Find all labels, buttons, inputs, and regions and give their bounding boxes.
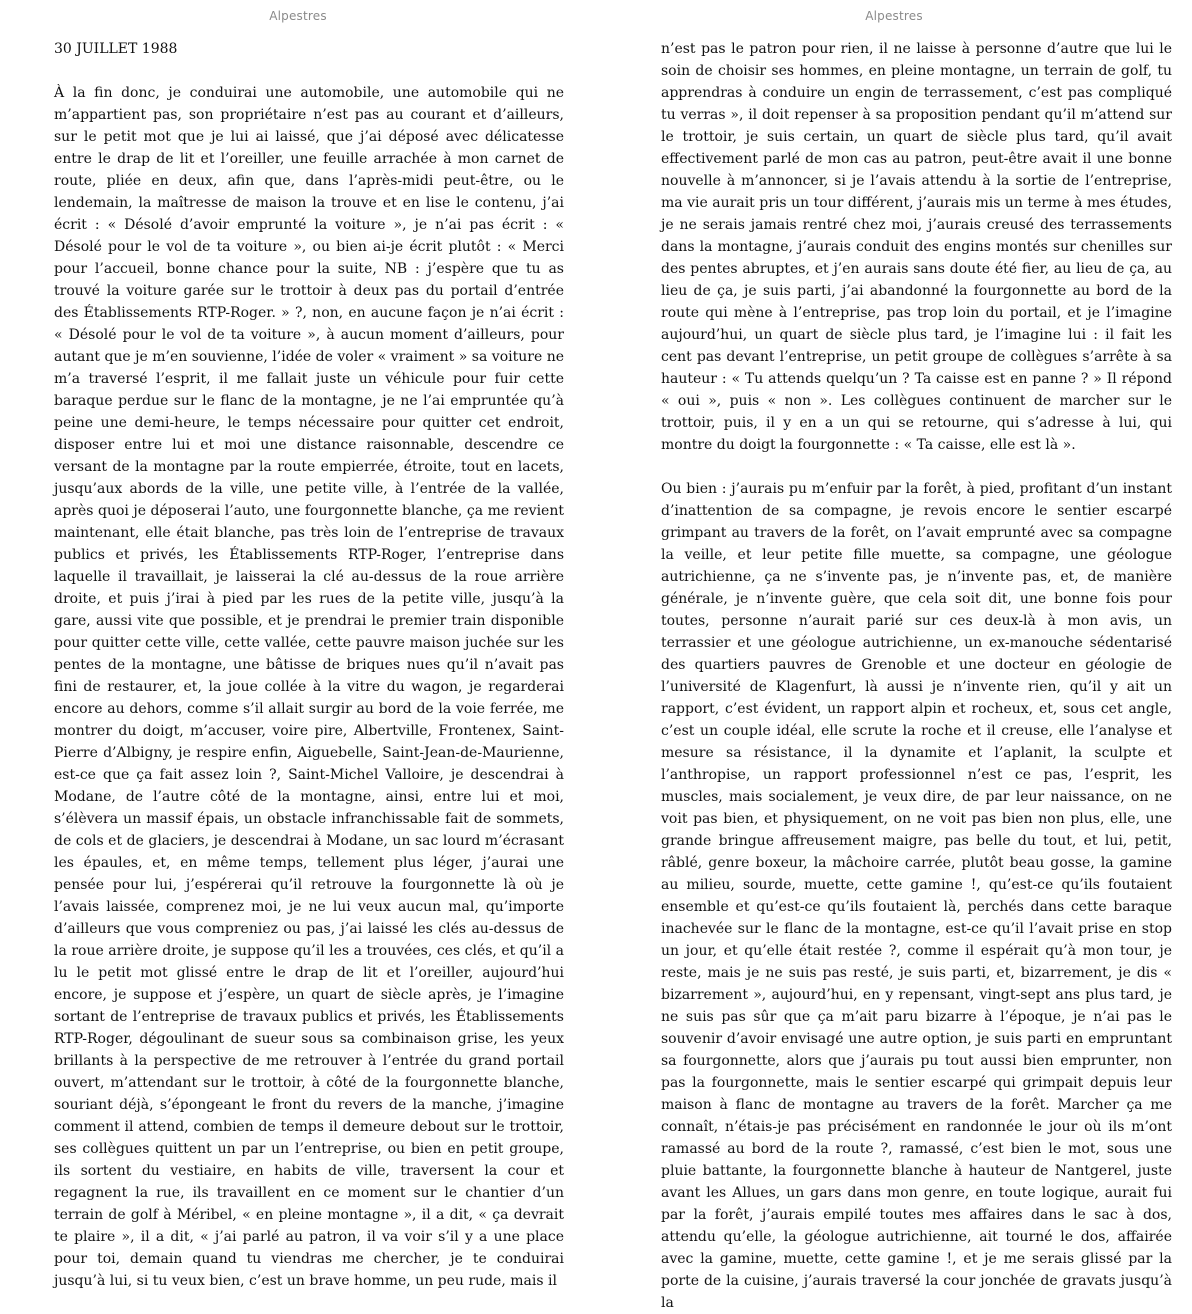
right-page: [596, 0, 1192, 1311]
running-head-right: Alpestres: [865, 9, 923, 23]
left-page: [0, 0, 596, 1289]
right-text-block: [661, 38, 1172, 1314]
running-head-left: Alpestres: [269, 9, 327, 23]
chapter-date: 30 JUILLET 1988: [54, 41, 178, 57]
paragraph: n’est pas le patron pour rien, il ne laisse à personne d’autre que lui le soin de choisir ses hommes, en pleine montagne, un terrain de golf, tu apprendras à conduire un engin de terrassement, c’est pas compliqué tu verras », il doit repenser à sa proposition pendant qu’il m’attend sur le trottoir, je suis certain, un quart de siècle plus tard, qu’il avait effectivement parlé de mon cas au patron, peut-être avait il une bonne nouvelle à m’annoncer, si je l’avais attendu à la sortie de l’entreprise, ma vie aurait pris un tour différent, j’aurais mis un terme à mes études, je ne serais jamais rentré chez moi, j’aurais creusé des terrassements dans la montagne, j’aurais conduit des engins montés sur chenilles sur des pentes abruptes, et j’en aurais sans doute été fier, au lieu de ça, au lieu de ça, je suis parti, j’ai abandonné la fourgonnette au bord de la route qui mène à l’entreprise, pas trop loin du portail, et je l’imagine aujourd’hui, un quart de siècle plus tard, je l’imagine lui : il fait les cent pas devant l’entreprise, un petit groupe de collègues s’arrête à sa hauteur : « Tu attends quelqu’un ? Ta caisse est en panne ? » Il répond « oui », puis « non ». Les collègues continuent de marcher sur le trottoir, puis, il y en a un qui se retourne, qui s’adresse à lui, qui montre du doigt la fourgonnette : « Ta caisse, elle est là ».: [661, 41, 1172, 453]
paragraph: Ou bien : j’aurais pu m’enfuir par la forêt, à pied, profitant d’un instant d’inattention de sa compagne, je revois encore le sentier escarpé grimpant au travers de la forêt, on l’avait emprunté avec sa compagne la veille, et leur petite fille muette, sa compagne, une géologue autrichienne, ça ne s’invente pas, je n’invente pas, et, de manière générale, je n’invente guère, que cela soit dit, une bonne fois pour toutes, personne n’aurait parié sur ces deux-là à mon avis, un terrassier et une géologue autrichienne, un ex-manouche sédentarisé des quartiers pauvres de Grenoble et une docteur en géologie de l’université de Klagenfurt, là aussi je n’invente rien, qu’il y ait un rapport, c’est évident, un rapport alpin et rocheux, et, sous cet angle, c’est un couple idéal, elle scrute la roche et il creuse, elle l’analyse et mesure sa résistance, il la dynamite et l’aplanit, la sculpte et l’anthropise, un rapport professionnel n’est ce pas, l’esprit, les muscles, mais socialement, je veux dire, de par leur naissance, on ne voit pas bien, et physiquement, on ne voit pas bien non plus, elle, une grande bringue affreusement maigre, pas belle du tout, et lui, petit, râblé, genre boxeur, la mâchoire carrée, plutôt beau gosse, la gamine au milieu, sourde, muette, cette gamine !, qu’est-ce qu’ils foutaient ensemble et qu’est-ce qu’ils foutaient là, perchés dans cette baraque inachevée sur le flanc de la montagne, est-ce qu’il l’avait prise en stop un jour, et qu’elle était restée ?, comme il espérait qu’à mon tour, je reste, mais je ne suis pas resté, je suis parti, et, bizarrement, je dis « bizarrement », aujourd’hui, en y repensant, vingt-sept ans plus tard, je ne suis pas sûr que ça m’ait paru bizarre à l’époque, je n’ai pas le souvenir d’avoir envisagé une autre option, je suis parti en empruntant sa fourgonnette, alors que j’aurais pu tout aussi bien emprunter, non pas la fourgonnette, mais le sentier escarpé qui grimpait depuis leur maison à flanc de montagne au travers de la forêt. Marcher ça me connaît, n’étais-je pas précisément en randonnée le jour où ils m’ont ramassé au bord de la route ?, ramassé, c’est bien le mot, sous une pluie battante, la fourgonnette blanche à hauteur de Nantgerel, juste avant les Allues, un gars dans mon genre, en toute logique, aurait fui par la forêt, j’aurais empilé toutes mes affaires dans le sac à dos, attendu qu’elle, la géologue autrichienne, ait tourné le dos, affairée avec la gamine, muette, cette gamine !, et je me serais glissé par la porte de la cuisine, j’aurais traversé la cour jonchée de gravats jusqu’à la: [661, 481, 1172, 1311]
left-text-block: [54, 38, 564, 1292]
paragraph: À la fin donc, je conduirai une automobile, une automobile qui ne m’appartient pas, son propriétaire n’est pas au courant et d’ailleurs, sur le petit mot que je lui ai laissé, que j’ai déposé avec délicatesse entre le drap de lit et l’oreiller, une feuille arrachée à mon carnet de route, pliée en deux, afin que, dans l’après-midi peut-être, ou le lendemain, la maîtresse de maison la trouve et en lise le contenu, j’ai écrit : « Désolé d’avoir emprunté la voiture », je n’ai pas écrit : « Désolé pour le vol de ta voiture », ou bien ai-je écrit plutôt : « Merci pour l’accueil, bonne chance pour la suite, NB : j’espère que tu as trouvé la voiture garée sur le trottoir à deux pas du portail d’entrée des Établissements RTP-Roger. » ?, non, en aucune façon je n’ai écrit : « Désolé pour le vol de ta voiture », à aucun moment d’ailleurs, pour autant que je m’en souvienne, l’idée de voler « vraiment » sa voiture ne m’a traversé l’esprit, il me fallait juste un véhicule pour fuir cette baraque perdue sur le flanc de la montagne, je ne l’ai empruntée qu’à peine une demi-heure, le temps nécessaire pour quitter cet endroit, disposer entre lui et moi une distance raisonnable, descendre ce versant de la montagne par la route empierrée, étroite, tout en lacets, jusqu’aux abords de la ville, une petite ville, à l’entrée de la vallée, après quoi je déposerai l’auto, une fourgonnette blanche, ça me revient maintenant, elle était blanche, pas très loin de l’entreprise de travaux publics et privés, les Établissements RTP-Roger, l’entreprise dans laquelle il travaillait, je laisserai la clé au-dessus de la roue arrière droite, et puis j’irai à pied par les rues de la petite ville, jusqu’à la gare, aussi vite que possible, et je prendrai le premier train disponible pour quitter cette ville, cette vallée, cette pauvre maison juchée sur les pentes de la montagne, une bâtisse de briques nues qu’il n’avait pas fini de restaurer, et, la joue collée à la vitre du wagon, je regarderai encore au dehors, comme s’il allait surgir au bord de la voie ferrée, me montrer du doigt, m’accuser, voire pire, Albertville, Frontenex, Saint-Pierre d’Albigny, je respire enfin, Aiguebelle, Saint-Jean-de-Maurienne, est-ce que ça fait assez loin ?, Saint-Michel Valloire, je descendrai à Modane, de l’autre côté de la montagne, ainsi, entre lui et moi, s’élèvera un massif épais, un obstacle infranchissable fait de sommets, de cols et de glaciers, je descendrai à Modane, un sac lourd m’écrasant les épaules, et, en même temps, tellement plus léger, j’aurai une pensée pour lui, j’espérerai qu’il retrouve la fourgonnette là où je l’avais laissée, comprenez moi, je ne lui veux aucun mal, qu’importe d’ailleurs que vous compreniez ou pas, j’ai laissé les clés au-dessus de la roue arrière droite, je suppose qu’il les a trouvées, ces clés, et qu’il a lu le petit mot glissé entre le drap de lit et l’oreiller, aujourd’hui encore, je suppose et j’espère, un quart de siècle après, je l’imagine sortant de l’entreprise de travaux publics et privés, les Établissements RTP-Roger, dégoulinant de sueur sous sa combinaison grise, les yeux brillants à la perspective de me retrouver à l’entrée du grand portail ouvert, m’attendant sur le trottoir, à côté de la fourgonnette blanche, souriant déjà, s’épongeant le front du revers de la manche, j’imagine comment il attend, combien de temps il demeure debout sur le trottoir, ses collègues quittent un par un l’entreprise, ou bien en petit groupe, ils sortent du vestiaire, en habits de ville, traversent la cour et regagnent la rue, ils travaillent en ce moment sur le chantier d’un terrain de golf à Méribel, « en pleine montagne », il a dit, « ça devrait te plaire », il a dit, « j’ai parlé au patron, il va voir s’il y a une place pour toi, demain quand tu viendras me chercher, je te conduirai jusqu’à lui, si tu veux bien, c’est un brave homme, un peu rude, mais il: [54, 85, 564, 1289]
